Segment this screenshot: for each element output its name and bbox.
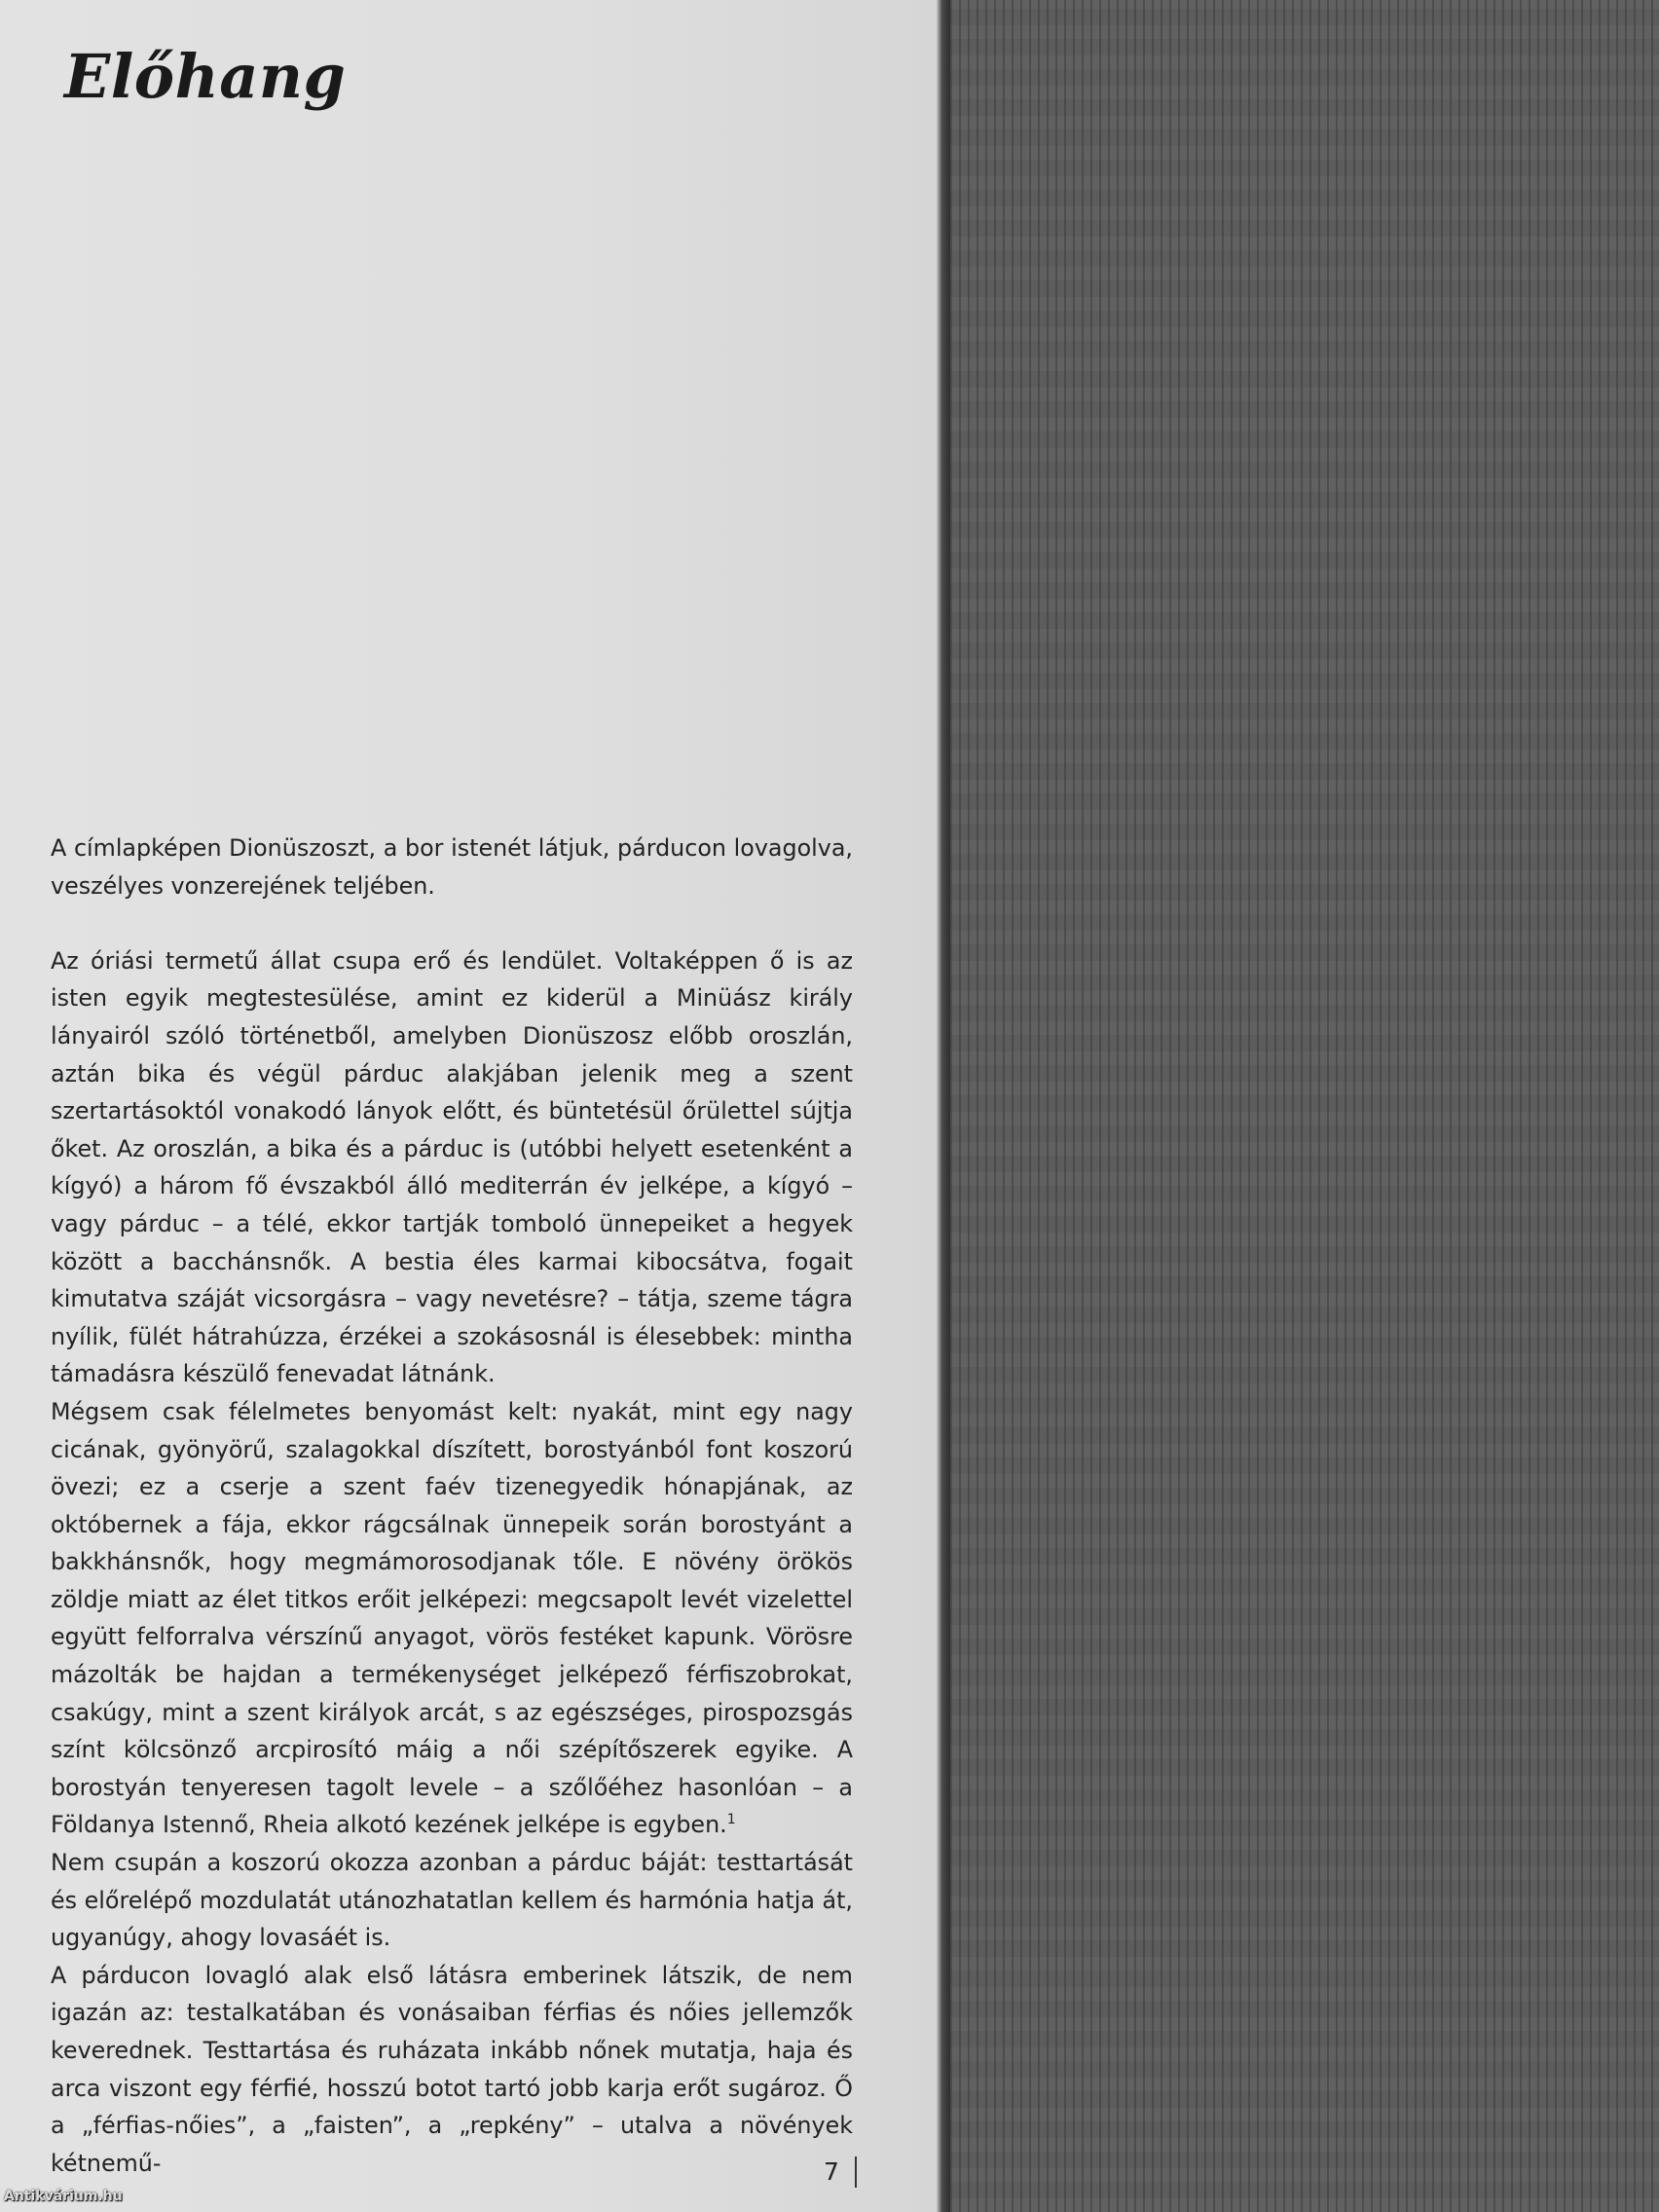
paragraph-5: A párducon lovagló alak első látásra emberinek látszik, de nem igazán az: testalkatában és vonásaiban férfias és nőies jellemzők keverednek. Testtartása és ruházata inkább nőnek mutatja, haja és arca viszont egy férfié, hosszú botot tartó jobb karja erőt sugároz. Ő a „férfias-nőies”, a „faisten”, a „repkény” – utalva a növények kétnemű-: [51, 1961, 853, 2177]
paragraph-4: Nem csupán a koszorú okozza azonban a párduc báját: testtartását és előrelépő mozdulatát utánozhatatlan kellem és harmónia hatja át, ugyanúgy, ahogy lovasáét is.: [51, 1849, 853, 1952]
watermark: Antikvárium.hu: [4, 2189, 123, 2204]
paragraph-2: Az óriási termetű állat csupa erő és lendület. Voltaképpen ő is az isten egyik megtestesülése, amint ez kiderül a Minüász király lányairól szóló történetből, amelyben Dionüszosz előbb oroszlán, aztán bika és végül párduc alakjában jelenik meg a szent szertartásoktól vonakodó lányok előtt, és büntetésül őrülettel sújtja őket. Az oroszlán, a bika és a párduc is (utóbbi helyett esetenként a kígyó) a három fő évszakból álló mediterrán év jelképe, a kígyó – vagy párduc – a télé, ekkor tartják tomboló ünnepeiket a hegyek között a bacchánsnők. A bestia éles karmai kibocsátva, fogait kimutatva száját vicsorgásra – vagy nevetésre? – tátja, szeme tágra nyílik, fülét hátrahúzza, érzékei a szokásosnál is élesebbek: mintha támadásra készülő fenevadat látnánk.: [51, 946, 853, 1388]
chapter-title: Előhang: [64, 41, 347, 112]
cover-board: [950, 0, 1659, 2212]
book-gutter: [937, 0, 950, 2212]
page-number: 7: [824, 2157, 839, 2186]
paragraph-1: A címlapképen Dionüszoszt, a bor istenét látjuk, párducon lovagolva, veszélyes vonzerejének teljében.: [51, 834, 853, 900]
page-number-rule: [855, 2157, 857, 2188]
body-text: [51, 830, 853, 2182]
footnote-ref[interactable]: 1: [726, 1812, 736, 1828]
paragraph-3-text: Mégsem csak félelmetes benyomást kelt: nyakát, mint egy nagy cicának, gyönyörű, szalagokkal díszített, borostyánból font koszorú övezi; ez a cserje a szent faév tizenegyedik hónapjának, az októbernek a fája, ekkor rágcsálnak ünnepeik során borostyánt a bakkhánsnők, hogy megmámorosodjanak tőle. E növény örökös zöldje miatt az élet titkos erőit jelképezi: megcsapolt levét vizelettel együtt felforralva vérszínű anyagot, vörös festéket kapunk. Vörösre mázolták be hajdan a termékenységet jelképező férfiszobrokat, csakúgy, mint a szent királyok arcát, s az egészséges, pirospozsgás színt kölcsönző arcpirosító máig a női szépítőszerek egyike. A borostyán tenyeresen tagolt levele – a szőlőéhez hasonlóan – a Földanya Istennő, Rheia alkotó kezének jelképe is egyben.: [51, 1397, 853, 1839]
paragraph-3: [51, 1393, 853, 1844]
